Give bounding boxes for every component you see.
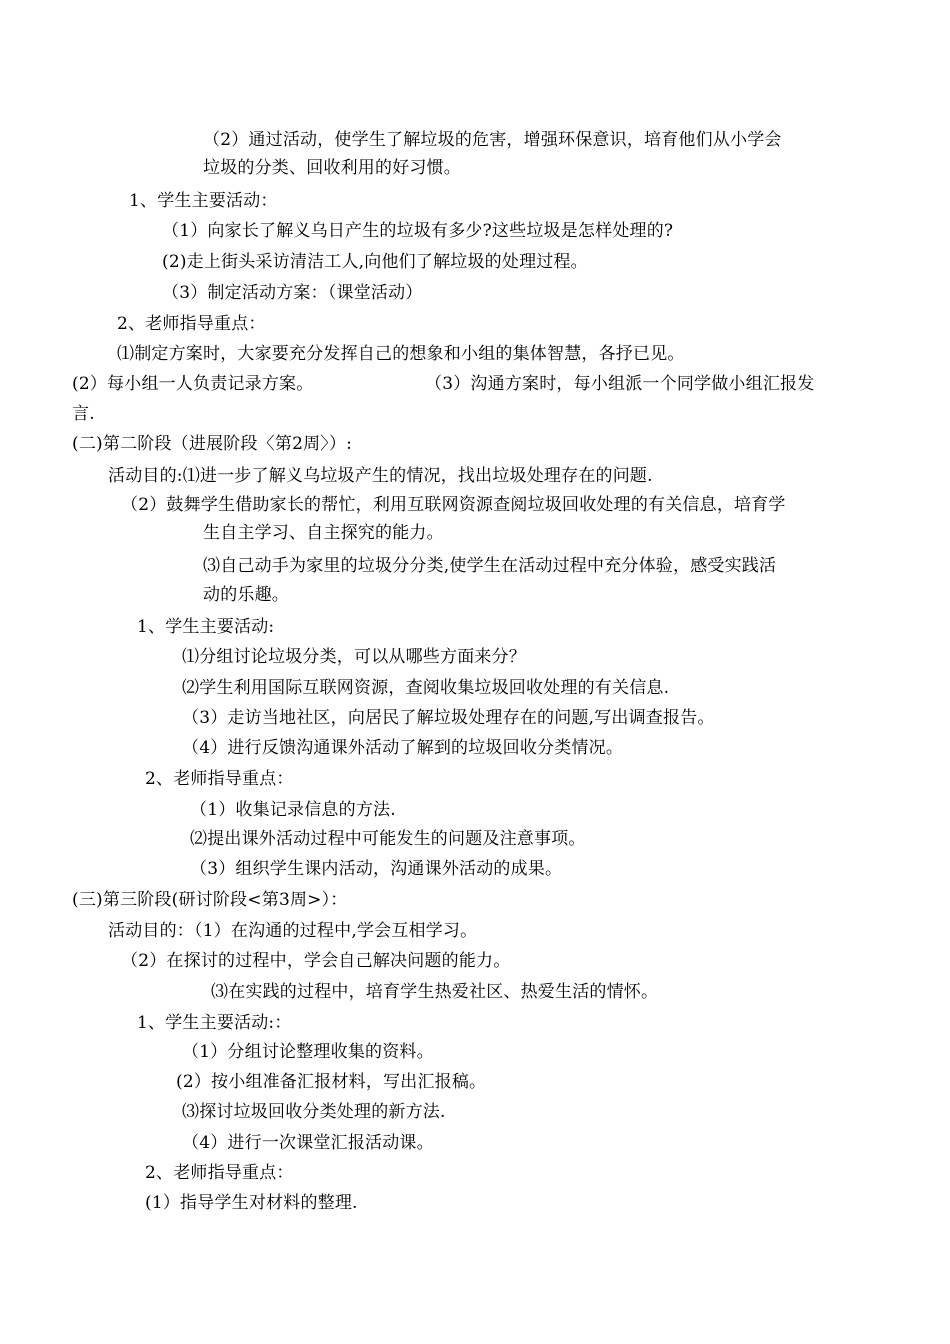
text-line: ⑴制定方案时，大家要充分发挥自己的想象和小组的集体智慧，各抒已见。 — [117, 344, 685, 364]
text-line: ⑵学生利用国际互联网资源，查阅收集垃圾回收处理的有关信息. — [182, 678, 670, 698]
text-line: 动的乐趣。 — [203, 585, 289, 605]
text-line: （3）制定活动方案：（课堂活动） — [162, 283, 423, 303]
text-line: ⑶自己动手为家里的垃圾分分类,使学生在活动过程中充分体验，感受实践活 — [203, 556, 777, 576]
section-heading: 2、老师指导重点： — [117, 314, 266, 334]
text-line: (1）指导学生对材料的整理. — [145, 1193, 358, 1213]
text-line: ⑴分组讨论垃圾分类，可以从哪些方面来分？ — [182, 647, 526, 667]
text-line: （1）分组讨论整理收集的资料。 — [182, 1042, 434, 1062]
text-line: （3）组织学生课内活动，沟通课外活动的成果。 — [190, 859, 563, 879]
section-heading: 2、老师指导重点： — [145, 769, 294, 789]
text-line: （3）沟通方案时，每小组派一个同学做小组汇报发 — [425, 374, 815, 394]
text-line: （2）通过活动，使学生了解垃圾的危害，增强环保意识，培育他们从小学会 — [203, 130, 782, 150]
stage-heading: (三)第三阶段(研讨阶段<第3周>）： — [72, 890, 348, 910]
text-line: 言. — [72, 404, 95, 424]
stage-heading: (二)第二阶段（进展阶段〈第2周〉）: — [72, 434, 353, 454]
text-line: ⑵提出课外活动过程中可能发生的问题及注意事项。 — [190, 829, 586, 849]
text-line: (2)走上街头采访清洁工人,向他们了解垃圾的处理过程。 — [162, 252, 588, 272]
section-heading: 1、学生主要活动: — [137, 617, 275, 637]
text-line: ⑶在实践的过程中，培育学生热爱社区、热爱生活的情怀。 — [211, 982, 659, 1002]
text-line: 活动目的:⑴进一步了解义乌垃圾产生的情况，找出垃圾处理存在的问题. — [108, 466, 653, 486]
section-heading: 1、学生主要活动:： — [137, 1013, 292, 1033]
text-line: （2）在探讨的过程中，学会自己解决问题的能力。 — [121, 951, 511, 971]
text-line: （1）收集记录信息的方法. — [190, 800, 396, 820]
text-line: （2）鼓舞学生借助家长的帮忙，利用互联网资源查阅垃圾回收处理的有关信息，培育学 — [121, 495, 786, 515]
section-heading: 2、老师指导重点： — [145, 1163, 294, 1183]
text-line: 垃圾的分类、回收利用的好习惯。 — [203, 158, 461, 178]
text-line: （4）进行一次课堂汇报活动课。 — [182, 1133, 434, 1153]
text-line: 生自主学习、自主探究的能力。 — [203, 523, 444, 543]
text-line: (2）按小组准备汇报材料，写出汇报稿。 — [176, 1072, 487, 1092]
text-line: （1）向家长了解义乌日产生的垃圾有多少?这些垃圾是怎样处理的? — [162, 221, 674, 241]
section-heading: 1、学生主要活动： — [129, 191, 278, 211]
text-line: （3）走访当地社区，向居民了解垃圾处理存在的问题,写出调查报告。 — [182, 708, 715, 728]
text-line: 活动目的：（1）在沟通的过程中,学会互相学习。 — [108, 921, 478, 941]
text-line: ⑶探讨垃圾回收分类处理的新方法. — [182, 1102, 446, 1122]
text-line: (2）每小组一人负责记录方案。 — [72, 374, 314, 394]
text-line: （4）进行反馈沟通课外活动了解到的垃圾回收分类情况。 — [182, 738, 624, 758]
